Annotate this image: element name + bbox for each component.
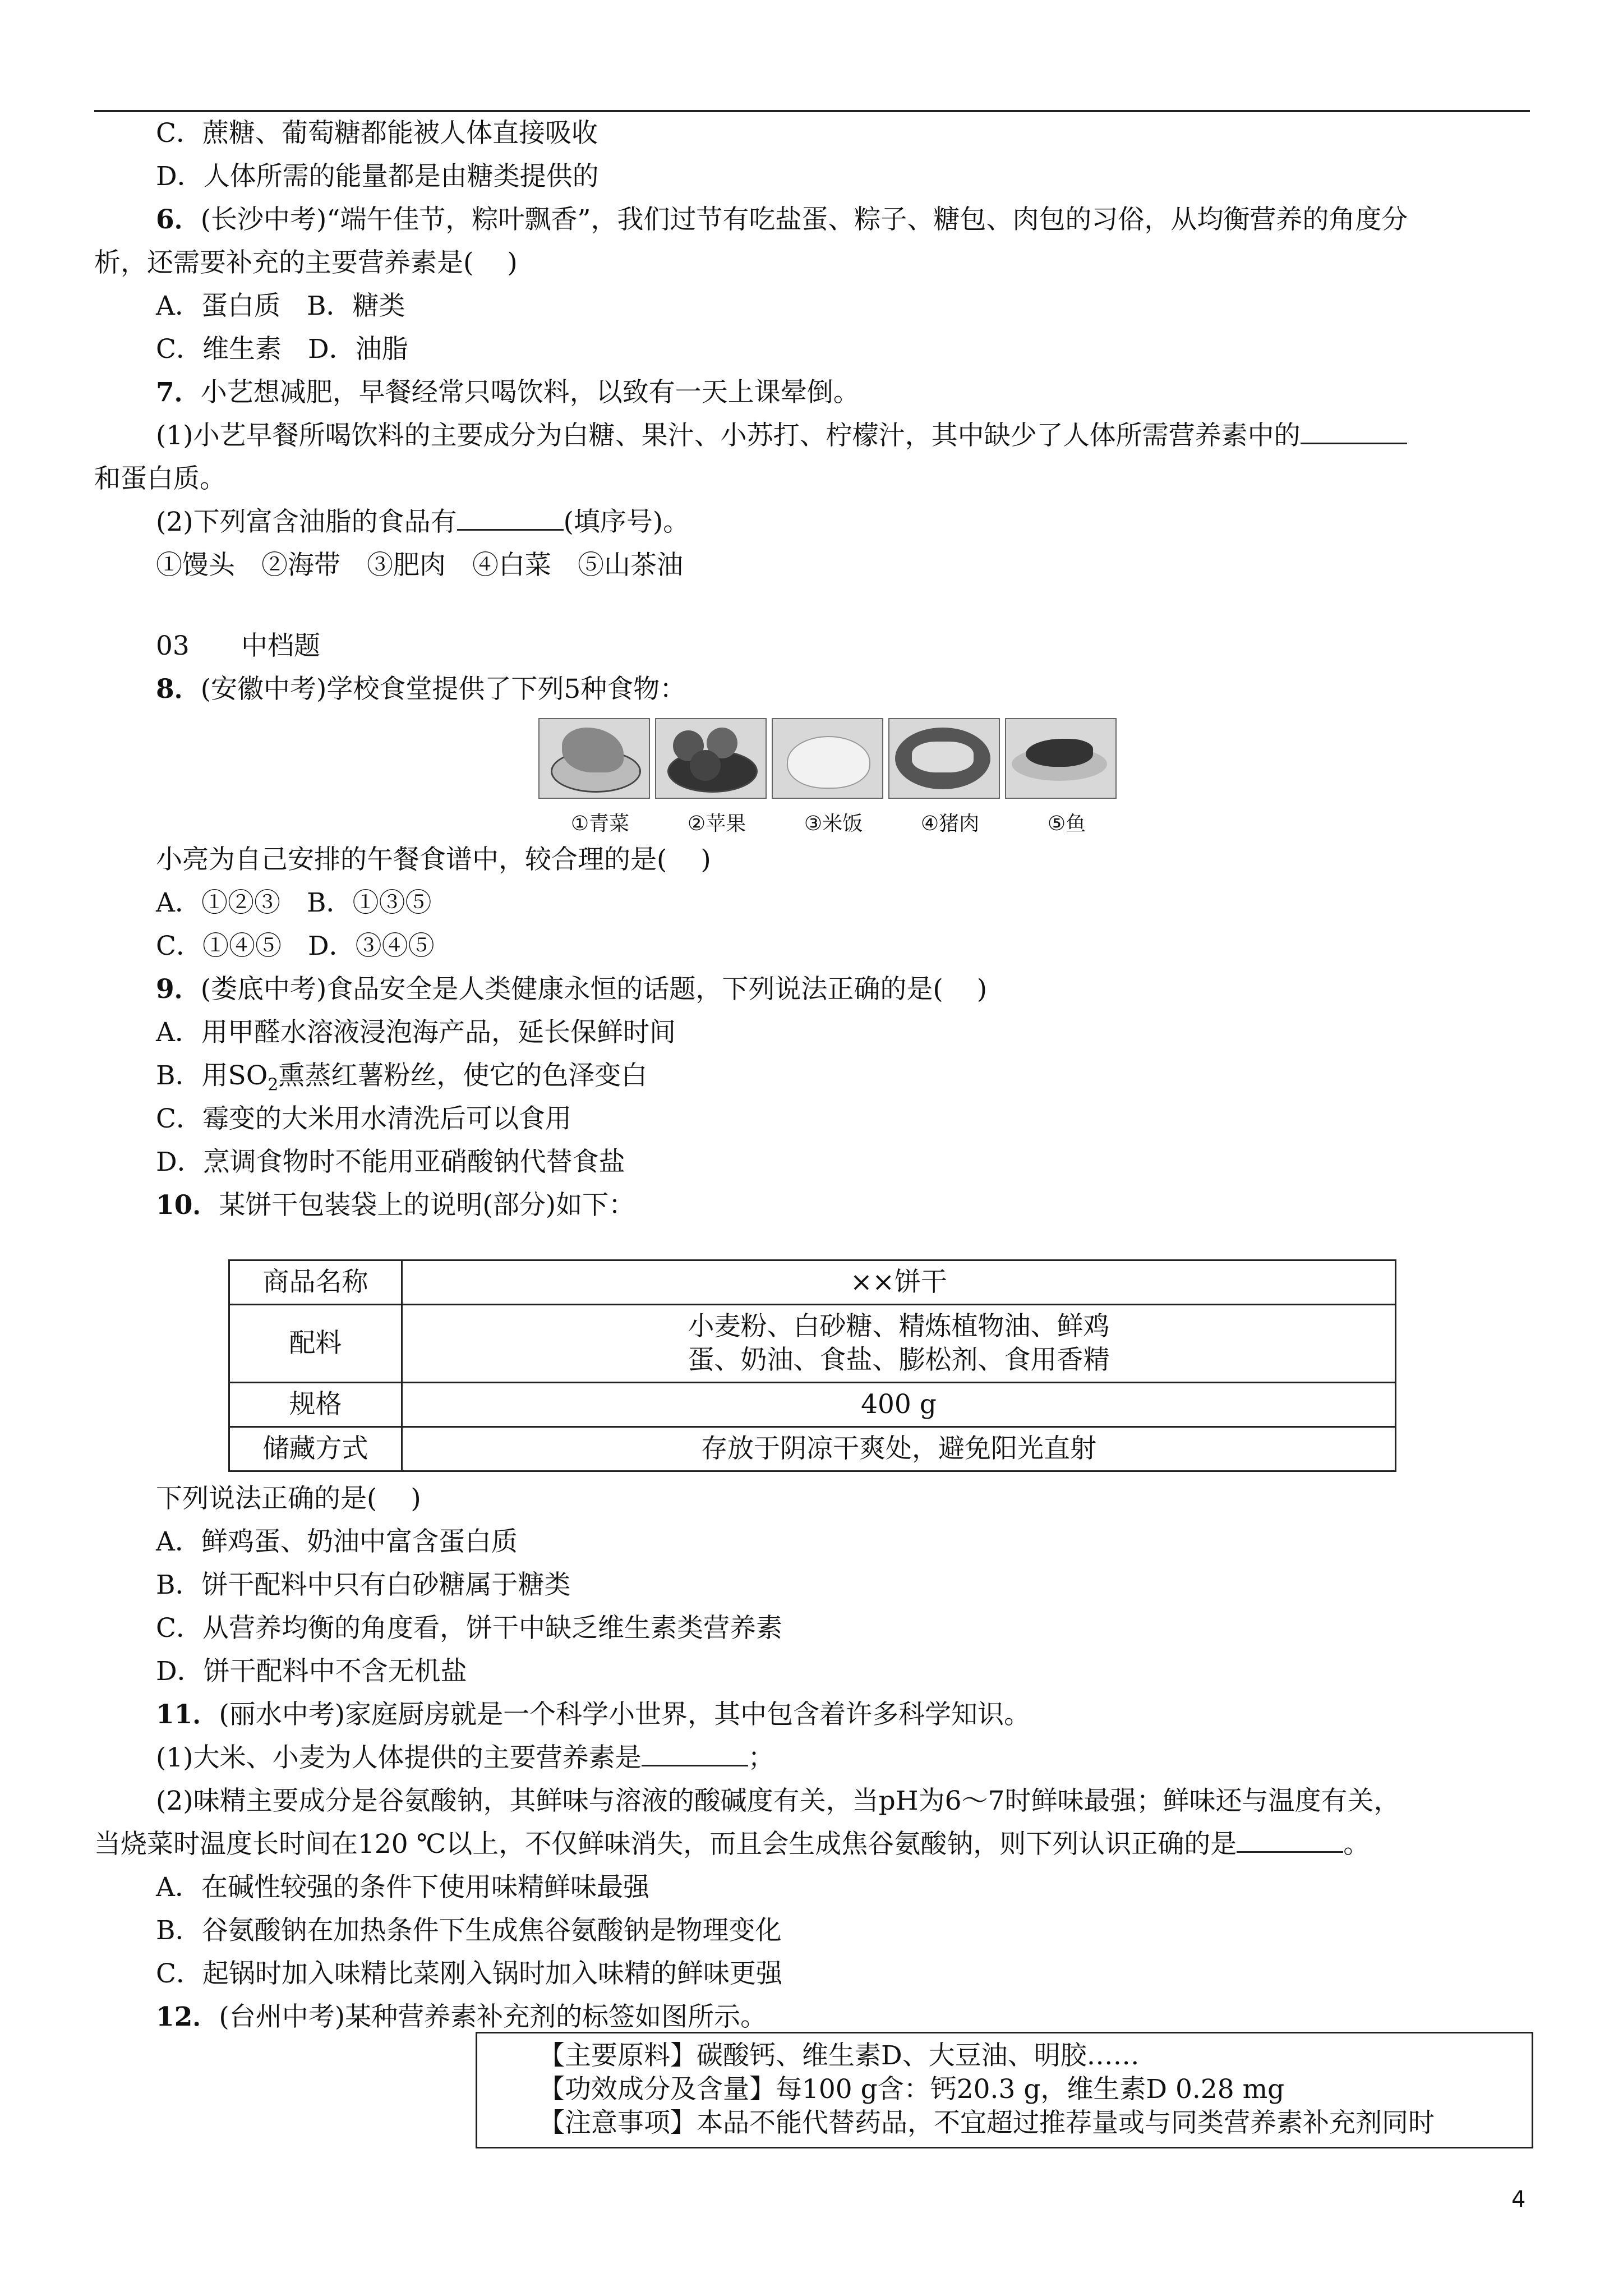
label-line-ingredients: 【主要原料】碳酸钙、维生素D、大豆油、明胶…… <box>538 2040 1140 2071</box>
section-title: 中档题 <box>241 631 320 661</box>
q11-part2-end: 。 <box>1343 1829 1370 1860</box>
q9-number: 9． <box>156 974 201 1005</box>
table-row <box>229 1305 1396 1383</box>
q6-options-ab: A．蛋白质 B．糖类 <box>156 291 405 321</box>
q11-answer-blank-1[interactable] <box>642 1742 748 1766</box>
q8-text: (安徽中考)学校食堂提供了下列5种食物： <box>200 674 686 705</box>
q11-option-b: B．谷氨酸钠在加热条件下生成焦谷氨酸钠是物理变化 <box>156 1915 782 1946</box>
q12-number: 12． <box>156 2001 219 2032</box>
table-key: 规格 <box>229 1383 402 1427</box>
header-rule <box>94 110 1530 112</box>
table-value: 400 g <box>402 1383 1396 1427</box>
q10-ask-text: 下列说法正确的是( <box>156 1483 377 1514</box>
q8-ask-text: 小亮为自己安排的午餐食谱中，较合理的是( <box>156 844 667 875</box>
q6-text-cont: 析，还需要补充的主要营养素是( <box>94 247 474 278</box>
q8-paren-close: ) <box>700 844 711 875</box>
q10-text: 某饼干包装袋上的说明(部分)如下： <box>219 1190 635 1221</box>
food-item-fish <box>1005 718 1117 835</box>
q10-paren-close: ) <box>411 1483 421 1514</box>
table-value: 存放于阴凉干爽处，避免阳光直射 <box>402 1427 1396 1471</box>
q6-number: 6． <box>156 204 201 235</box>
q11-answer-blank-2[interactable] <box>1237 1829 1343 1853</box>
q7-answer-blank-2[interactable] <box>457 507 564 531</box>
q6-paren-close: ) <box>507 247 518 278</box>
table-row <box>229 1427 1396 1471</box>
food-caption: ②苹果 <box>687 812 746 835</box>
q8-stem <box>156 673 686 706</box>
table-key: 商品名称 <box>229 1260 402 1305</box>
label-line-notes: 【注意事项】本品不能代替药品，不宜超过推荐量或与同类营养素补充剂同时 <box>538 2108 1435 2138</box>
q11-option-a: A．在碱性较强的条件下使用味精鲜味最强 <box>156 1872 649 1903</box>
table-key: 储藏方式 <box>229 1427 402 1471</box>
q7-options: ①馒头 ②海带 ③肥肉 ④白菜 ⑤山茶油 <box>156 550 683 581</box>
q9-option-b-text: B．用SO <box>156 1060 268 1091</box>
q9-stem <box>156 973 987 1006</box>
q10-option-d: D．饼干配料中不含无机盐 <box>156 1656 467 1687</box>
page-number: 4 <box>1511 2187 1526 2212</box>
q10-stem <box>156 1189 635 1222</box>
q6-stem-cont <box>94 246 518 280</box>
q11-part1 <box>156 1741 774 1775</box>
q10-ask <box>156 1482 421 1516</box>
table-key: 配料 <box>229 1305 402 1383</box>
q9-option-c: C．霉变的大米用水清洗后可以食用 <box>156 1103 571 1134</box>
table-value <box>402 1305 1396 1383</box>
q9-text: (娄底中考)食品安全是人类健康永恒的话题，下列说法正确的是( <box>200 974 943 1005</box>
q7-stem <box>156 376 860 409</box>
q8-options-cd: C．①④⑤ D．③④⑤ <box>156 931 435 961</box>
q9-option-d: D．烹调食物时不能用亚硝酸钠代替食盐 <box>156 1147 625 1177</box>
rice-image <box>772 718 883 799</box>
food-item-pork <box>888 718 1000 835</box>
q11-part1-text: (1)大米、小麦为人体提供的主要营养素是 <box>156 1742 642 1773</box>
vegetable-image <box>538 718 650 799</box>
q9-option-b <box>156 1059 647 1102</box>
table-row <box>229 1260 1396 1305</box>
table-value-line-2: 蛋、奶油、食盐、膨松剂、食用香精 <box>688 1345 1110 1375</box>
q7-part1-cont: 和蛋白质。 <box>94 463 226 494</box>
q11-stem <box>156 1698 1030 1732</box>
q11-text: (丽水中考)家庭厨房就是一个科学小世界，其中包含着许多科学知识。 <box>219 1699 1031 1730</box>
q12-stem <box>156 2000 767 2034</box>
section-number: 03 <box>156 631 190 661</box>
food-caption: ③米饭 <box>804 812 863 835</box>
q8-options-ab: A．①②③ B．①③⑤ <box>156 887 432 918</box>
q11-part2-cont <box>94 1828 1370 1861</box>
q7-text: 小艺想减肥，早餐经常只喝饮料，以致有一天上课晕倒。 <box>200 377 860 408</box>
apple-image <box>655 718 767 799</box>
q7-part2-text-end: (填序号)。 <box>563 507 690 537</box>
pork-image <box>888 718 1000 799</box>
q9-subscript: 2 <box>268 1075 279 1095</box>
q11-part1-end: ； <box>748 1742 774 1773</box>
q9-option-a: A．用甲醛水溶液浸泡海产品，延长保鲜时间 <box>156 1017 676 1048</box>
q9-paren-close: ) <box>976 974 988 1005</box>
q6-text: (长沙中考)“端午佳节，粽叶飘香”，我们过节有吃盐蛋、粽子、糖包、肉包的习俗，从均衡营养的角度分 <box>200 204 1408 235</box>
q12-text: (台州中考)某种营养素补充剂的标签如图所示。 <box>219 2001 767 2032</box>
q11-part2: (2)味精主要成分是谷氨酸钠，其鲜味与溶液的酸碱度有关，当pH为6～7时鲜味最强；鲜味还与温度有关， <box>156 1786 1400 1816</box>
q7-part2-text: (2)下列富含油脂的食品有 <box>156 507 457 537</box>
q10-number: 10． <box>156 1190 219 1221</box>
food-caption: ⑤鱼 <box>1047 812 1086 835</box>
label-line-content: 【功效成分及含量】每100 g含：钙20.3 g，维生素D 0.28 mg <box>538 2074 1285 2105</box>
q6-stem <box>156 203 1408 237</box>
q10-option-c: C．从营养均衡的角度看，饼干中缺乏维生素类营养素 <box>156 1613 782 1644</box>
q10-option-b: B．饼干配料中只有白砂糖属于糖类 <box>156 1570 571 1600</box>
q5-option-c: C．蔗糖、葡萄糖都能被人体直接吸收 <box>156 118 598 149</box>
food-item-apple <box>655 718 767 835</box>
q7-part1-text: (1)小艺早餐所喝饮料的主要成分为白糖、果汁、小苏打、柠檬汁，其中缺少了人体所需营养素中的 <box>156 420 1301 451</box>
table-row <box>229 1383 1396 1427</box>
q11-part2-cont-text: 当烧菜时温度长时间在120 ℃以上，不仅鲜味消失，而且会生成焦谷氨酸钠，则下列认识正确的是 <box>94 1829 1237 1860</box>
food-caption: ①青菜 <box>570 812 630 835</box>
q7-number: 7． <box>156 377 201 408</box>
biscuit-spec-table <box>228 1259 1396 1472</box>
food-caption: ④猪肉 <box>920 812 980 835</box>
q7-part2 <box>156 505 689 539</box>
food-item-rice <box>772 718 884 835</box>
q11-number: 11． <box>156 1699 219 1730</box>
q10-option-a: A．鲜鸡蛋、奶油中富含蛋白质 <box>156 1526 518 1557</box>
q7-answer-blank-1[interactable] <box>1301 420 1407 444</box>
q9-option-b-text-2: 熏蒸红薯粉丝，使它的色泽变白 <box>278 1060 648 1091</box>
q6-options-cd: C．维生素 D．油脂 <box>156 334 408 365</box>
food-item-vegetable <box>538 718 651 835</box>
q8-ask <box>156 843 711 877</box>
fish-image <box>1005 718 1117 799</box>
table-value: ××饼干 <box>402 1260 1396 1305</box>
q5-option-d: D．人体所需的能量都是由糖类提供的 <box>156 161 599 192</box>
q8-number: 8． <box>156 674 201 705</box>
table-value-line-1: 小麦粉、白砂糖、精炼植物油、鲜鸡 <box>688 1311 1110 1342</box>
q11-option-c: C．起锅时加入味精比菜刚入锅时加入味精的鲜味更强 <box>156 1958 782 1989</box>
q7-part1 <box>156 419 1407 453</box>
